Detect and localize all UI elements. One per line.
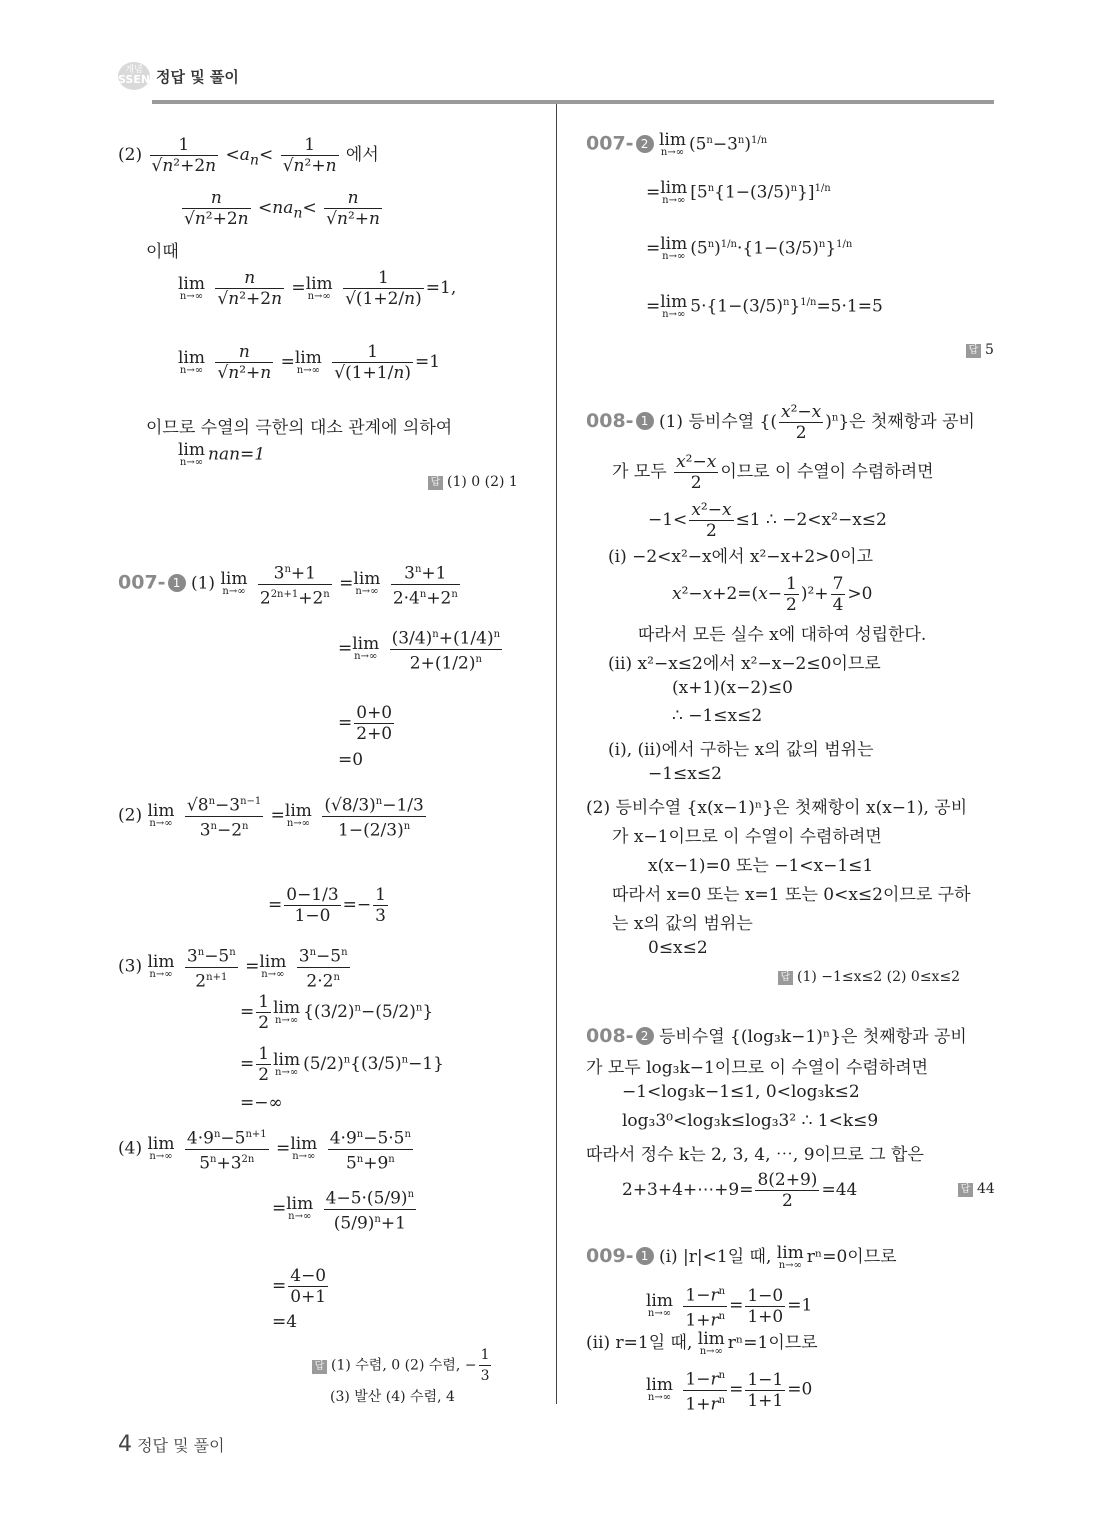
- p6-2-line2: $\frac{n}{\text{√n²+2n}}$ $<na_n<$ $\frac{n}{\text{√n²+n}}$: [184, 188, 380, 229]
- p7-2-answer: 답 5: [966, 342, 994, 358]
- p8-1-line4: (ⅰ) −2<x²−x에서 x²−x+2>0이고: [608, 547, 874, 567]
- p8-1-line5: x²−x+2=(x− $\frac{1}{2}$ )²+ $\frac{7}{4}$ >0: [672, 574, 873, 615]
- p8-2-line3: −1<log₃k−1≤1, 0<log₃k≤2: [622, 1082, 860, 1102]
- page-footer: [118, 1432, 225, 1457]
- p6-2-line1: (2) $\frac{1}{\text{√n²+2n}}$ $<a_n<$ $\frac{1}{\text{√n²+n}}$ 에서: [118, 135, 379, 176]
- brand-logo: 개념 SSEN: [118, 62, 150, 90]
- p8-1-line11: −1≤x≤2: [648, 764, 722, 784]
- header-title: 정답 및 풀이: [156, 67, 239, 86]
- p7-1-line4: =0: [338, 750, 364, 770]
- p8-1-line14: x(x−1)=0 또는 −1<x−1≤1: [648, 856, 874, 876]
- p7-2-line1: 007- 2 lim n→∞ $(5^n-3^n)^{1/n}$: [586, 130, 768, 158]
- p7-1-line10: =−∞: [240, 1093, 283, 1113]
- p9-1-line2: lim n→∞ $\frac{1-r^n}{1+r^n}$ = $\frac{1-0}{1+0}$ =1: [646, 1282, 812, 1330]
- p8-1-answer: 답 (1) −1≤x≤2 (2) 0≤x≤2: [778, 969, 960, 985]
- p7-1-line14: =4: [272, 1312, 298, 1332]
- p6-2-line6: 이므로 수열의 극한의 대소 관계에 의하여: [146, 418, 453, 438]
- p7-1-answer-2: (3) 발산 (4) 수렴, 4: [330, 1389, 455, 1405]
- p6-2-line5: lim n→∞ $\frac{n}{\text{√n²+n}}$ =lim n→∞ $\frac{1}{√(1+1/n)}$ =1: [178, 342, 441, 383]
- p7-1-line8: = $\frac{1}{2}$ lim n→∞ $\{(3/2)^n-(5/2)^n\}$: [240, 992, 434, 1033]
- p7-2-line3: =lim n→∞ $(5^n)^{1/n}\cdot\{1-(3/5)^n\}^{1/n}$: [646, 234, 853, 262]
- p8-2-line2: 가 모두 log₃k−1이므로 이 수열이 수렴하려면: [586, 1058, 929, 1078]
- p7-1-line5: (2) lim n→∞ $\frac{√8^n-3^{n-1}}{3^n-2^n}$ =lim n→∞ $\frac{(√8/3)^n-1/3}{1-(2/3)^n}$: [118, 792, 428, 840]
- p8-2-line4: log₃3⁰<log₃k≤log₃3² ∴ 1<k≤9: [622, 1111, 879, 1131]
- p7-1-line9: = $\frac{1}{2}$ lim n→∞ $(5/2)^n\{(3/5)^n-1\}$: [240, 1044, 444, 1085]
- p8-1-line3: −1< $\frac{\text{x²−x}}{2}$ ≤1 ∴ −2<x²−x≤2: [648, 500, 887, 541]
- p7-1-line11: (4) lim n→∞ $\frac{4\cdot 9^n-5^{n+1}}{5^n+3^{2n}}$ =lim n→∞ $\frac{4\cdot 9^n-5\cdot 5^n}{5^n+9^n}$: [118, 1125, 415, 1173]
- p6-2-answer: 답 (1) 0 (2) 1: [428, 474, 518, 490]
- p7-1-line12: =lim n→∞ $\frac{4-5\cdot(5/9)^n}{(5/9)^n+1}$: [272, 1185, 418, 1233]
- p8-1-line17: 0≤x≤2: [648, 938, 708, 958]
- p9-1-line1: 009- 1 (ⅰ) |r|<1일 때, lim n→∞ rⁿ=0이므로: [586, 1242, 897, 1271]
- p7-2-line4: =lim n→∞ $5\cdot\{1-(3/5)^n\}^{1/n}=5\cdot 1=5$: [646, 292, 883, 320]
- p8-2-line1: 008- 2 등비수열 {(log₃k−1)ⁿ}은 첫째항과 공비: [586, 1025, 967, 1047]
- p6-2-line7: lim n→∞ nan=1: [178, 440, 266, 468]
- p7-1-line7: (3) lim n→∞ $\frac{3^n-5^n}{2^{n+1}}$ =lim n→∞ $\frac{3^n-5^n}{2\cdot 2^n}$: [118, 943, 352, 991]
- p8-1-line12: (2) 등비수열 {x(x−1)ⁿ}은 첫째항이 x(x−1), 공비: [586, 798, 968, 818]
- p9-1-line3: (ⅱ) r=1일 때, lim n→∞ rⁿ=1이므로: [586, 1328, 818, 1357]
- p8-1-line8: (x+1)(x−2)≤0: [672, 678, 793, 698]
- p7-1-line1: 007- 1 (1) lim n→∞ $\frac{3^n+1}{2^{2n+1}+2^n}$ =lim n→∞ $\frac{3^n+1}{2\cdot 4^n+2^n}$: [118, 560, 462, 608]
- p8-1-line2: 가 모두 $\frac{\text{x²−x}}{2}$ 이므로 이 수열이 수렴하려면: [612, 452, 934, 493]
- p7-1-line13: = $\frac{4-0}{0+1}$: [272, 1266, 327, 1307]
- p8-1-line1: 008- 1 (1) 등비수열 {( $\frac{\text{x²−x}}{2}$ )$^n$}은 첫째항과 공비: [586, 402, 975, 443]
- p8-1-line9: ∴ −1≤x≤2: [672, 706, 763, 726]
- footer-label: 정답 및 풀이: [137, 1436, 225, 1455]
- header-rule: [152, 100, 994, 104]
- p8-2-line5: 따라서 정수 k는 2, 3, 4, ⋯, 9이므로 그 합은: [586, 1145, 924, 1165]
- p8-1-line10: (ⅰ), (ⅱ)에서 구하는 x의 값의 범위는: [608, 740, 874, 760]
- p8-1-line16: 는 x의 값의 범위는: [612, 914, 753, 934]
- p8-1-line15: 따라서 x=0 또는 x=1 또는 0<x≤2이므로 구하: [612, 885, 971, 905]
- page-header: [118, 62, 239, 90]
- p6-2-line3: 이때: [146, 242, 179, 262]
- p7-1-line6: = $\frac{0-1/3}{1-0}$ =− $\frac{1}{3}$: [268, 885, 386, 926]
- p6-2-line4: lim n→∞ $\frac{n}{\text{√n²+2n}}$ =lim n→∞ $\frac{1}{√(1+2/n)}$ =1,: [178, 268, 457, 309]
- p8-2-line6: 2+3+4+⋯+9= $\frac{8(2+9)}{2}$ =44: [622, 1170, 858, 1211]
- page-number: 4: [118, 1432, 132, 1457]
- p7-1-line3: = $\frac{0+0}{2+0}$: [338, 703, 393, 744]
- p8-1-line6: 따라서 모든 실수 x에 대하여 성립한다.: [638, 625, 927, 645]
- p7-1-answer: 답 (1) 수렴, 0 (2) 수렴, − $\frac{1}{3}$: [312, 1345, 493, 1386]
- p7-2-line2: =lim n→∞ $[5^n\{1-(3/5)^n\}]^{1/n}$: [646, 178, 831, 206]
- p7-1-line2: =lim n→∞ $\frac{(3/4)^n+(1/4)^n}{2+(1/2)^n}$: [338, 625, 504, 673]
- p8-1-line13: 가 x−1이므로 이 수열이 수렴하려면: [612, 827, 882, 847]
- p8-2-answer: 답 44: [958, 1181, 995, 1197]
- p8-1-line7: (ⅱ) x²−x≤2에서 x²−x−2≤0이므로: [608, 654, 881, 674]
- column-divider: [556, 104, 557, 1404]
- p9-1-line4: lim n→∞ $\frac{1-r^n}{1+r^n}$ = $\frac{1-1}{1+1}$ =0: [646, 1366, 812, 1414]
